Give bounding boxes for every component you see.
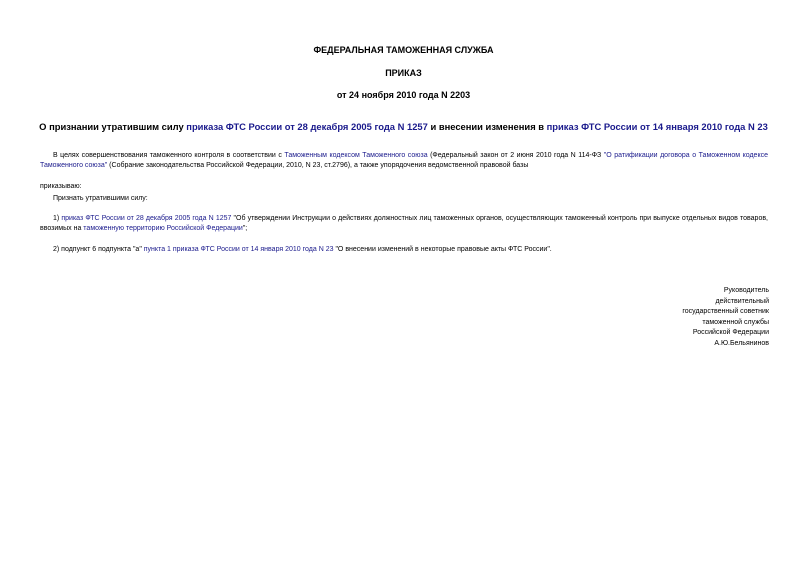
list-item-1 [40, 214, 768, 234]
intro-paragraph [40, 151, 768, 171]
title-link-order-1257[interactable]: приказа ФТС России от 28 декабря 2005 года N 1257 [186, 121, 428, 132]
signature-line-3: государственный советник [682, 308, 769, 316]
intro-link-ratification[interactable]: "О ратификации договора о Таможенном кодексе Таможенного союза" [40, 152, 768, 169]
item2-text: "О внесении изменений в некоторые правовые акты ФТС России". [333, 246, 552, 253]
document-type-heading: ПРИКАЗ [385, 68, 422, 78]
title-link-order-23[interactable]: приказ ФТС России от 14 января 2010 года N 23 [546, 121, 768, 132]
signature-line-1: Руководитель [723, 287, 769, 294]
signature-line-4: таможенной службы [702, 318, 769, 326]
item1-link-order-1257[interactable]: приказ ФТС России от 28 декабря 2005 года N 1257 [61, 215, 232, 222]
title-text-1: О признании утратившим силу [39, 121, 187, 132]
intro-text-2: (Федеральный закон от 2 июня 2010 года N 114-ФЗ [427, 152, 604, 159]
signature-line-5: Российской Федерации [692, 329, 769, 337]
item2-prefix: 2) подпункт 6 подпункта "а" [53, 246, 144, 253]
item2-link-order-23[interactable]: пункта 1 приказа ФТС России от 14 января 2010 года N 23 [143, 246, 334, 253]
item1-suffix: "; [242, 225, 248, 232]
document-title [0, 121, 807, 132]
item1-text: "Об утверждении Инструкции о действиях должностных лиц таможенных органов, осуществляющих таможенный контроль при выпуске отдельных видов товаров, ввозимых на [40, 215, 769, 232]
ordered-text: приказываю: [40, 183, 82, 190]
list-item-2 [53, 245, 753, 255]
item1-link-customs-territory[interactable]: таможенную территорию Российской Федерации [83, 225, 243, 232]
signature-name: А.Ю.Бельянинов [714, 339, 769, 347]
item1-prefix: 1) [53, 215, 62, 222]
recognize-text: Признать утратившими силу: [53, 195, 148, 202]
intro-text-3: (Собрание законодательства Российской Федерации, 2010, N 23, ст.2796), а также упорядочения ведомственной правовой базы [107, 162, 529, 169]
signature-block [682, 286, 769, 350]
agency-heading: ФЕДЕРАЛЬНАЯ ТАМОЖЕННАЯ СЛУЖБА [313, 45, 494, 55]
signature-line-2: действительный [715, 297, 769, 305]
title-text-2: и внесении изменения в [427, 121, 547, 132]
intro-link-customs-code[interactable]: Таможенным кодексом Таможенного союза [284, 152, 428, 159]
intro-text-1: В целях совершенствования таможенного контроля в соответствии с [53, 152, 285, 159]
document-date-heading: от 24 ноября 2010 года N 2203 [336, 90, 471, 100]
